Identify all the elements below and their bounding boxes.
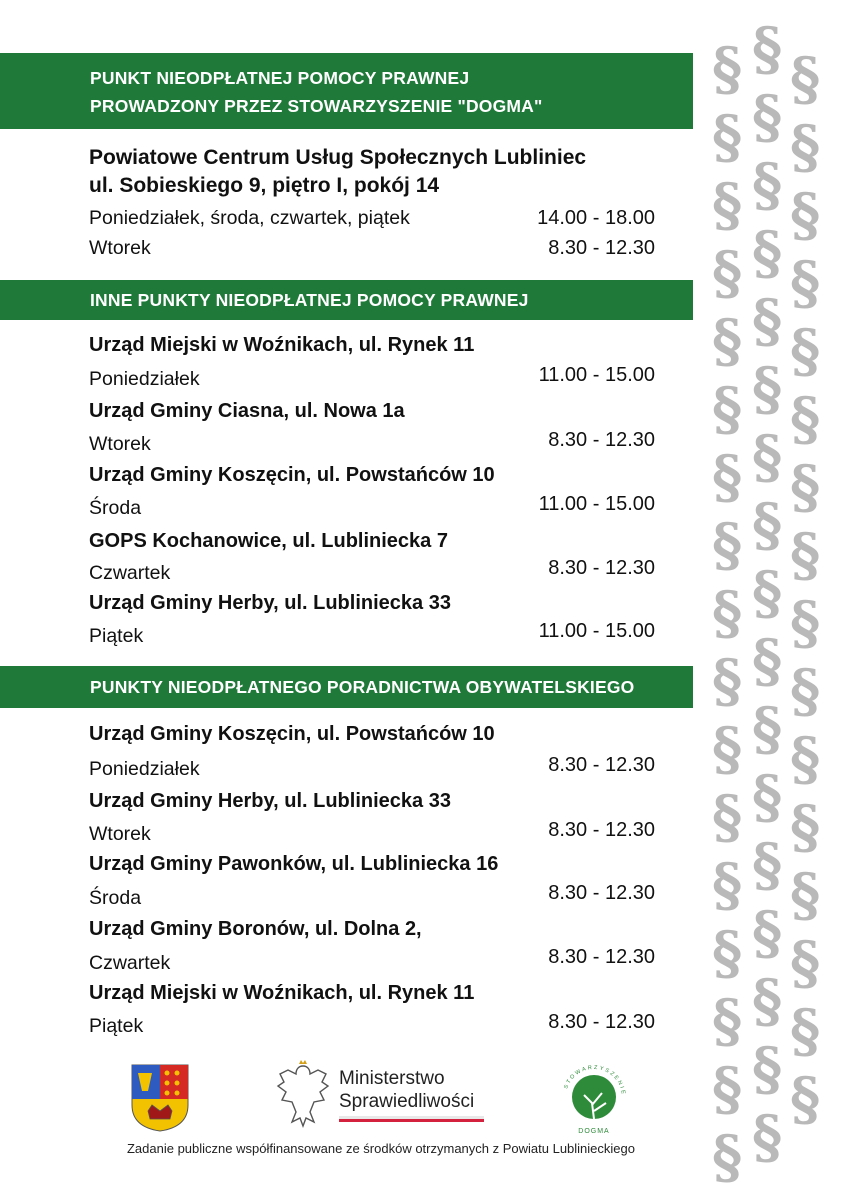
- main-point-address: ul. Sobieskiego 9, piętro I, pokój 14: [89, 174, 440, 197]
- section2-hours-2: 8.30 - 12.30: [548, 429, 655, 451]
- section3-place-2: Urząd Gminy Herby, ul. Lubliniecka 33: [89, 790, 451, 812]
- section2-place-3: Urząd Gminy Koszęcin, ul. Powstańców 10: [89, 464, 495, 486]
- section3-hours-3: 8.30 - 12.30: [548, 882, 655, 904]
- section3-hours-4: 8.30 - 12.30: [548, 946, 655, 968]
- section3-hours-1: 8.30 - 12.30: [548, 754, 655, 776]
- section2-place-1: Urząd Miejski w Woźnikach, ul. Rynek 11: [89, 334, 475, 356]
- paragraph-symbol-icon: §: [752, 899, 783, 967]
- paragraph-symbol-icon: §: [790, 249, 821, 317]
- section2-day-4: Czwartek: [89, 562, 171, 584]
- paragraph-symbol-icon: §: [790, 589, 821, 657]
- paragraph-symbol-icon: §: [752, 831, 783, 899]
- paragraph-symbol-icon: §: [790, 793, 821, 861]
- section2-hours-5: 11.00 - 15.00: [538, 620, 655, 642]
- section2-title: INNE PUNKTY NIEODPŁATNEJ POMOCY PRAWNEJ: [90, 290, 529, 310]
- dogma-ring-text: STOWARZYSZENIE: [563, 1064, 627, 1097]
- section3-hours-5: 8.30 - 12.30: [548, 1011, 655, 1033]
- paragraph-symbol-icon: §: [752, 763, 783, 831]
- paragraph-symbol-icon: §: [752, 1103, 783, 1171]
- paragraph-symbol-icon: §: [712, 443, 743, 511]
- main-schedule-days-2: Wtorek: [89, 237, 151, 259]
- paragraph-symbol-icon: §: [752, 695, 783, 763]
- eagle-emblem-icon: [274, 1060, 332, 1132]
- paragraph-symbol-icon: §: [712, 919, 743, 987]
- section2-hours-3: 11.00 - 15.00: [538, 493, 655, 515]
- paragraph-symbol-icon: §: [752, 491, 783, 559]
- section3-day-4: Czwartek: [89, 952, 171, 974]
- paragraph-symbol-icon: §: [712, 579, 743, 647]
- section2-day-5: Piątek: [89, 625, 144, 647]
- paragraph-symbol-icon: §: [790, 997, 821, 1065]
- paragraph-symbol-icon: §: [712, 1123, 743, 1191]
- paragraph-symbol-icon: §: [752, 219, 783, 287]
- header-banner: [0, 53, 693, 129]
- paragraph-symbol-icon: §: [752, 967, 783, 1035]
- paragraph-symbol-icon: §: [752, 1035, 783, 1103]
- paragraph-symbol-icon: §: [752, 151, 783, 219]
- paragraph-symbol-icon: §: [712, 375, 743, 443]
- section2-place-4: GOPS Kochanowice, ul. Lubliniecka 7: [89, 530, 448, 552]
- paragraph-symbol-icon: §: [712, 851, 743, 919]
- paragraph-symbol-icon: §: [790, 181, 821, 249]
- paragraph-symbol-icon: §: [712, 987, 743, 1055]
- paragraph-symbol-decoration: [700, 15, 846, 1200]
- paragraph-symbol-icon: §: [752, 15, 783, 83]
- section3-banner: [0, 666, 693, 708]
- paragraph-symbol-icon: §: [790, 453, 821, 521]
- section3-title: PUNKTY NIEODPŁATNEGO PORADNICTWA OBYWATELSKIEGO: [90, 677, 635, 697]
- paragraph-symbol-icon: §: [790, 113, 821, 181]
- paragraph-symbol-icon: §: [712, 307, 743, 375]
- paragraph-symbol-icon: §: [712, 103, 743, 171]
- main-point-name: Powiatowe Centrum Usług Społecznych Lubliniec: [89, 146, 587, 169]
- paragraph-symbol-icon: §: [752, 627, 783, 695]
- paragraph-symbol-icon: §: [712, 647, 743, 715]
- paragraph-symbol-icon: §: [712, 239, 743, 307]
- paragraph-symbol-icon: §: [712, 511, 743, 579]
- section2-place-5: Urząd Gminy Herby, ul. Lubliniecka 33: [89, 592, 451, 614]
- ministry-of-justice-logo: [274, 1060, 494, 1132]
- paragraph-symbol-icon: §: [790, 521, 821, 589]
- section3-hours-2: 8.30 - 12.30: [548, 819, 655, 841]
- paragraph-symbol-icon: §: [712, 783, 743, 851]
- section2-banner: [0, 280, 693, 320]
- paragraph-symbol-icon: §: [790, 1065, 821, 1133]
- section3-day-3: Środa: [89, 887, 142, 909]
- main-schedule-hours-2: 8.30 - 12.30: [548, 237, 655, 259]
- section2-hours-1: 11.00 - 15.00: [538, 364, 655, 386]
- paragraph-symbol-icon: §: [752, 423, 783, 491]
- header-line-1: PUNKT NIEODPŁATNEJ POMOCY PRAWNEJ: [90, 68, 470, 88]
- section3-place-4: Urząd Gminy Boronów, ul. Dolna 2,: [89, 918, 422, 940]
- paragraph-symbol-icon: §: [790, 929, 821, 997]
- paragraph-symbol-icon: §: [790, 385, 821, 453]
- main-schedule-days-1: Poniedziałek, środa, czwartek, piątek: [89, 207, 410, 229]
- section2-day-2: Wtorek: [89, 433, 151, 455]
- main-schedule-hours-1: 14.00 - 18.00: [537, 207, 655, 229]
- header-line-2: PROWADZONY PRZEZ STOWARZYSZENIE "DOGMA": [90, 96, 543, 116]
- paragraph-symbol-icon: §: [752, 559, 783, 627]
- paragraph-symbol-icon: §: [790, 861, 821, 929]
- paragraph-symbol-icon: §: [790, 657, 821, 725]
- section3-place-1: Urząd Gminy Koszęcin, ul. Powstańców 10: [89, 723, 495, 745]
- section2-day-1: Poniedziałek: [89, 368, 200, 390]
- paragraph-symbol-icon: §: [712, 171, 743, 239]
- ministry-line-2: Sprawiedliwości: [339, 1091, 475, 1112]
- paragraph-symbol-icon: §: [790, 725, 821, 793]
- section2-place-2: Urząd Gminy Ciasna, ul. Nowa 1a: [89, 400, 405, 422]
- section3-day-2: Wtorek: [89, 823, 151, 845]
- polish-flag-stripe: [339, 1116, 484, 1122]
- paragraph-symbol-icon: §: [712, 35, 743, 103]
- section3-place-5: Urząd Miejski w Woźnikach, ul. Rynek 11: [89, 982, 475, 1004]
- paragraph-symbol-icon: §: [790, 45, 821, 113]
- paragraph-symbol-icon: §: [712, 715, 743, 783]
- paragraph-symbol-icon: §: [752, 355, 783, 423]
- dogma-association-logo: [556, 1061, 632, 1137]
- footer-note: Zadanie publiczne współfinansowane ze środków otrzymanych z Powiatu Lublinieckiego: [126, 1141, 635, 1156]
- section3-day-5: Piątek: [89, 1015, 144, 1037]
- paragraph-symbol-icon: §: [712, 1055, 743, 1123]
- ministry-line-1: Ministerstwo: [339, 1068, 445, 1089]
- paragraph-symbol-icon: §: [790, 317, 821, 385]
- paragraph-symbol-icon: §: [752, 287, 783, 355]
- dogma-name-text: DOGMA: [578, 1128, 610, 1135]
- section3-day-1: Poniedziałek: [89, 758, 200, 780]
- section2-hours-4: 8.30 - 12.30: [548, 557, 655, 579]
- section3-place-3: Urząd Gminy Pawonków, ul. Lubliniecka 16: [89, 853, 499, 875]
- section2-day-3: Środa: [89, 497, 142, 519]
- county-coat-of-arms-icon: [130, 1063, 190, 1133]
- paragraph-symbol-icon: §: [752, 83, 783, 151]
